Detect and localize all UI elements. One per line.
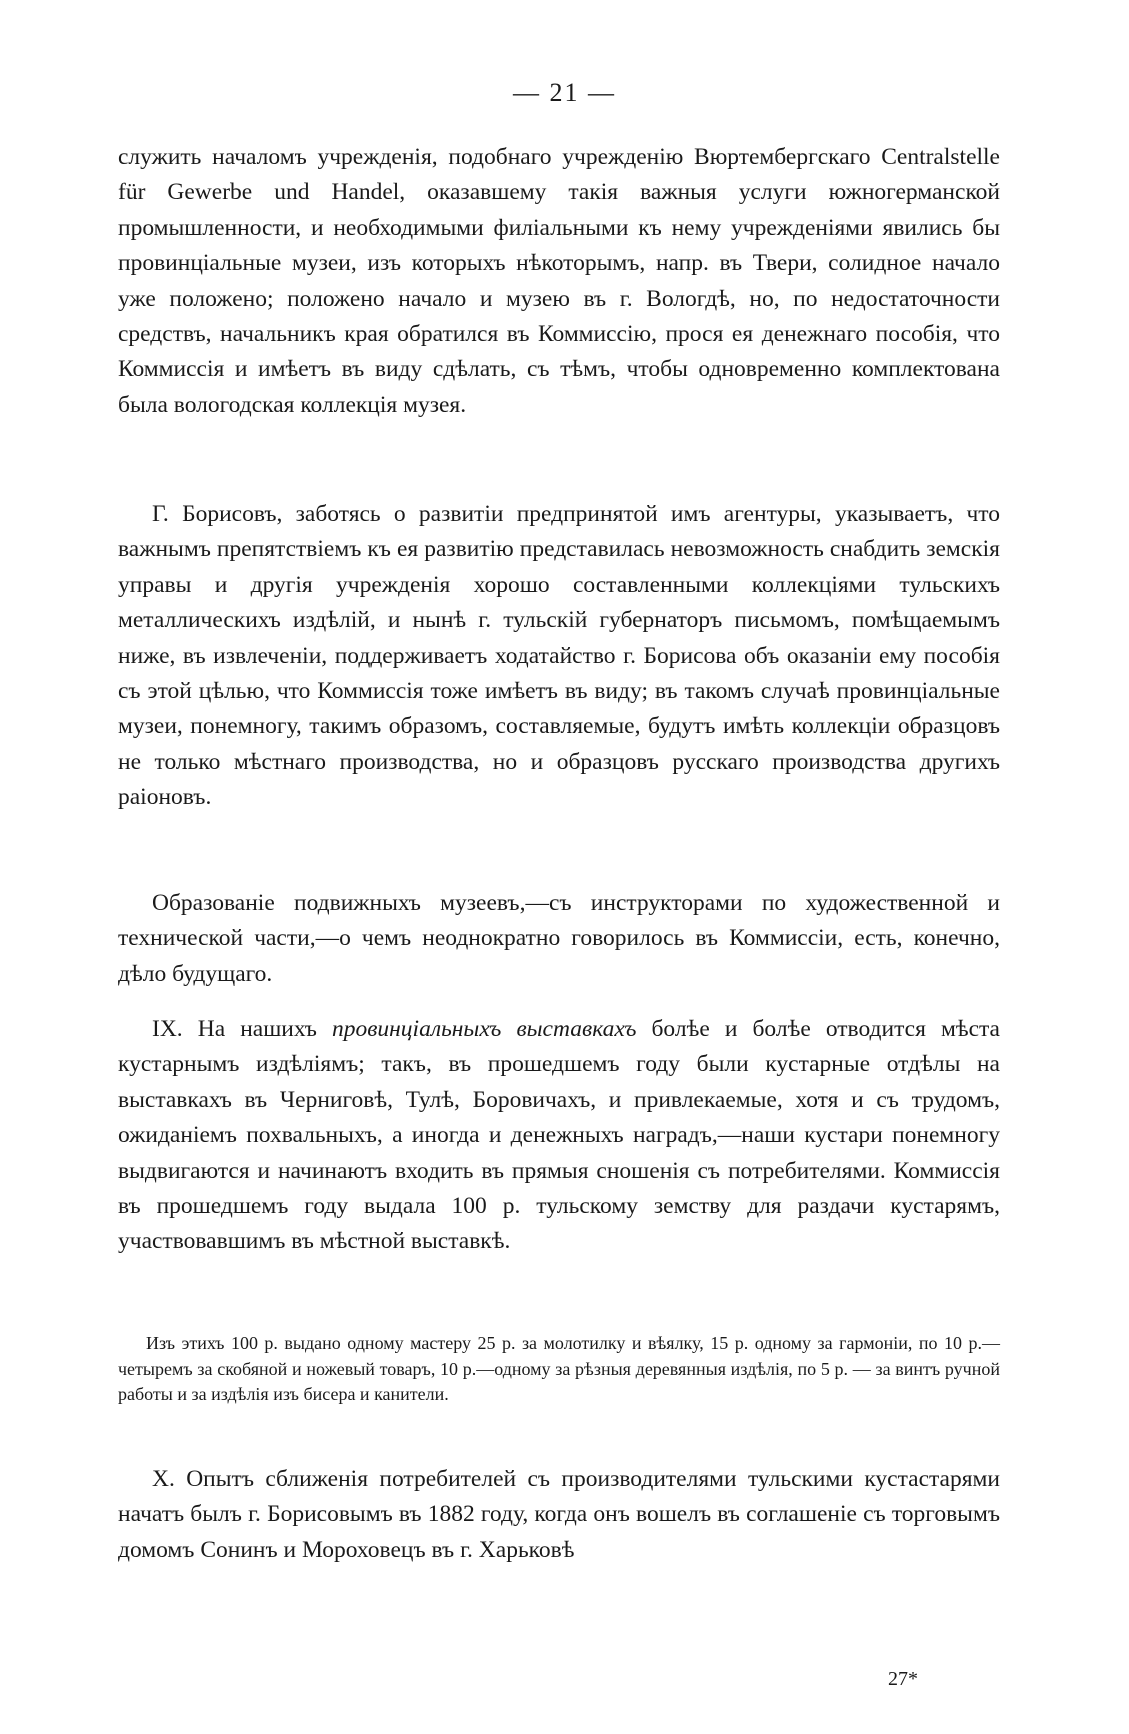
section-ix-italic: провинціальныхъ выставкахъ [331, 1016, 637, 1042]
page-number: — 21 — [513, 78, 616, 107]
paragraph-continuation [118, 140, 1000, 423]
section-ix-end: болѣе и болѣе отводится мѣста кустарнымъ издѣліямъ; такъ, въ прошедшемъ году были кустарные отдѣлы на выставкахъ въ Черниговѣ, Тулѣ, Боровичахъ, и привлекаемые, хотя и съ трудомъ, ожиданіемъ похвальныхъ, а иногда и денежныхъ наградъ,—наши кустари понемногу выдвигаются и начинаютъ входить въ прямыя сношенія съ потребителями. Коммиссія въ прошедшемъ году выдала 100 р. тульскому земству для раздачи кустарямъ, участвовавшимъ въ мѣстной выставкѣ. [118, 1016, 1000, 1255]
paragraph-mobile-museums [118, 886, 1000, 992]
signature-mark: 27* [888, 1668, 918, 1690]
paragraph-text: Образованіе подвижныхъ музеевъ,—съ инструкторами по художественной и технической части,—о чемъ неоднократно говорилось въ Коммиссіи, есть, конечно, дѣло будущаго. [118, 890, 1000, 987]
footnote [118, 1331, 1000, 1408]
paragraph-text: X. Опытъ сближенія потребителей съ производителями тульскими кустастарями начатъ былъ г. Борисовымъ въ 1882 году, когда онъ вошелъ въ соглашеніе съ торговымъ домомъ Сонинъ и Мороховецъ въ г. Харьковѣ [118, 1466, 1000, 1563]
paragraph-section-ix [118, 1012, 1000, 1260]
paragraph-section-x [118, 1462, 1000, 1568]
paragraph-text: служить началомъ учрежденія, подобнаго учрежденію Вюртембергскаго Centralstelle für Gewerbe und Handel, оказавшему такія важныя услуги южногерманской промышленности, и необходимыми филіальными къ нему учрежденіями явились бы провинціальные музеи, изъ которыхъ нѣкоторымъ, напр. въ Твери, солидное начало уже положено; положено начало и музею въ г. Вологдѣ, но, по недостаточности средствъ, начальникъ края обратился въ Коммиссію, прося ея денежнаго пособія, что Коммиссія и имѣетъ въ виду сдѣлать, съ тѣмъ, чтобы одновременно комплектована была вологодская коллекція музея. [118, 144, 1000, 418]
footnote-text: Изъ этихъ 100 р. выдано одному мастеру 25 р. за молотилку и вѣялку, 15 р. одному за гармоніи, по 10 р.—четыремъ за скобяной и ножевый товаръ, 10 р.—одному за рѣзныя деревянныя издѣлія, по 5 р. — за винтъ ручной работы и за издѣлія изъ бисера и канители. [118, 1333, 1000, 1404]
paragraph-text: Г. Борисовъ, заботясь о развитіи предпринятой имъ агентуры, указываетъ, что важнымъ препятствіемъ къ ея развитію представилась невозможность снабдить земскія управы и другія учрежденія хорошо составленными коллекціями тульскихъ металлическихъ издѣлій, и нынѣ г. тульскій губернаторъ письмомъ, помѣщаемымъ ниже, въ извлеченіи, поддерживаетъ ходатайство г. Борисова объ оказаніи ему пособія съ этой цѣлью, что Коммиссія тоже имѣетъ въ виду; въ такомъ случаѣ провинціальные музеи, понемногу, такимъ образомъ, составляемые, будутъ имѣть коллекціи образцовъ не только мѣстнаго производства, но и образцовъ русскаго производства другихъ раіоновъ. [118, 501, 1000, 811]
paragraph-text [118, 1012, 1000, 1260]
paragraph-borisov [118, 497, 1000, 816]
section-ix-start: IX. На нашихъ [152, 1016, 332, 1042]
